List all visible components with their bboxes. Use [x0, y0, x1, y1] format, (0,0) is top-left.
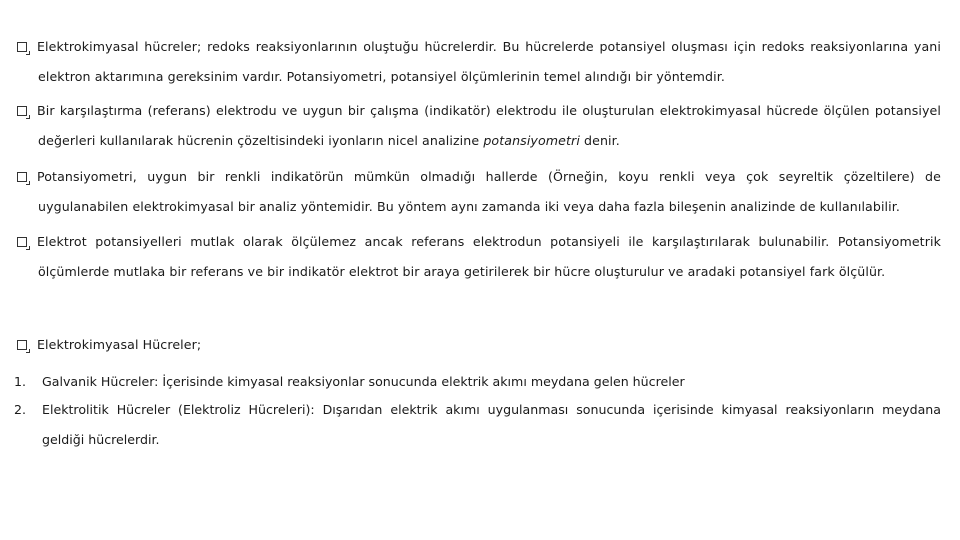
list-number: 2.	[14, 402, 27, 417]
section-heading: Elektrokimyasal Hücreler;	[37, 337, 202, 352]
bullet-paragraph-3	[17, 162, 941, 222]
checkbox-bullet-icon	[17, 340, 27, 350]
paragraph-text: ölçümlerde mutlaka bir referans ve bir indikatör elektrot bir araya getirilerek bir hücre oluşturulur ve aradaki potansiyel fark ölçülür.	[38, 264, 886, 279]
checkbox-bullet-icon	[17, 106, 27, 116]
paragraph-text: elektron aktarımına gereksinim vardır. Potansiyometri, potansiyel ölçümlerinin temel alındığı bir yöntemdir.	[38, 69, 725, 84]
paragraph-text: Elektrokimyasal hücreler; redoks reaksiyonlarının oluştuğu hücrelerdir. Bu hücrelerde potansiyel oluşması için redoks reaksiyonlarına yani	[37, 39, 941, 54]
paragraph-text: Bir karşılaştırma (referans) elektrodu ve uygun bir çalışma (indikatör) elektrodu ile oluşturulan elektrokimyasal hücrede ölçülen potansiyel	[37, 103, 941, 118]
checkbox-bullet-icon	[17, 42, 27, 52]
bullet-paragraph-1	[17, 32, 941, 92]
list-item-line	[14, 395, 941, 425]
list-item-1	[14, 367, 941, 397]
list-item-line	[14, 367, 941, 397]
paragraph-line	[17, 32, 941, 62]
paragraph-line	[17, 96, 941, 126]
section-heading-line	[17, 330, 941, 360]
emphasized-term: potansiyometri	[483, 133, 580, 148]
paragraph-line	[17, 227, 941, 257]
paragraph-line	[17, 162, 941, 192]
paragraph-text: Elektrot potansiyelleri mutlak olarak ölçülemez ancak referans elektrodun potansiyeli ile karşılaştırılarak bulunabilir. Potansiyometrik	[37, 234, 941, 249]
list-number: 1.	[14, 374, 27, 389]
checkbox-bullet-icon	[17, 172, 27, 182]
list-item-2	[14, 395, 941, 455]
paragraph-line	[17, 126, 941, 156]
bullet-paragraph-2	[17, 96, 941, 156]
paragraph-text: uygulanabilen elektrokimyasal bir analiz yöntemidir. Bu yöntem aynı zamanda iki veya daha fazla bileşenin analizinde de kullanılabilir.	[38, 199, 900, 214]
paragraph-text: Potansiyometri, uygun bir renkli indikatörün mümkün olmadığı hallerde (Örneğin, koyu renkli veya çok seyreltik çözeltilere) de	[37, 169, 941, 184]
checkbox-bullet-icon	[17, 237, 27, 247]
paragraph-text: denir.	[579, 133, 620, 148]
section-heading-block	[17, 330, 941, 360]
list-item-text: Galvanik Hücreler: İçerisinde kimyasal reaksiyonlar sonucunda elektrik akımı meydana gelen hücreler	[42, 374, 685, 389]
list-item-text: Elektrolitik Hücreler (Elektroliz Hücreleri): Dışarıdan elektrik akımı uygulanması sonucunda içerisinde kimyasal reaksiyonların meydana	[42, 402, 941, 417]
bullet-paragraph-4	[17, 227, 941, 287]
paragraph-text: değerleri kullanılarak hücrenin çözeltisindeki iyonların nicel analizine	[38, 133, 484, 148]
list-item-text: geldiği hücrelerdir.	[42, 432, 160, 447]
